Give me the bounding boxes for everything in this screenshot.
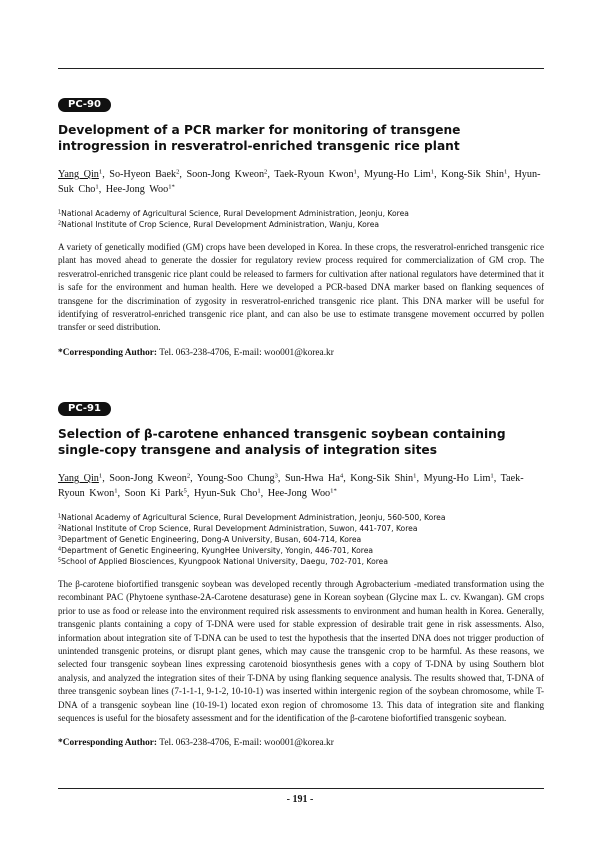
affiliation bbox=[58, 545, 544, 556]
affiliation-text: National Institute of Crop Science, Rural Development Administration, Suwon, 441-707, Korea bbox=[61, 524, 418, 533]
abstract-id-badge: PC-90 bbox=[58, 98, 111, 112]
corresponding-author bbox=[58, 347, 544, 360]
author-name: Yang Qin bbox=[58, 473, 99, 484]
author-affiliation-marker: 1 bbox=[95, 183, 99, 191]
author-name: Yang Qin bbox=[58, 169, 99, 180]
affiliation-marker: 2 bbox=[58, 524, 62, 531]
abstract-id-badge: PC-91 bbox=[58, 402, 111, 416]
author-affiliation-marker: 2 bbox=[264, 168, 268, 176]
author-affiliation-marker: 1 bbox=[430, 168, 435, 176]
affiliation-list bbox=[58, 208, 544, 230]
corresponding-author-label: *Corresponding Author: bbox=[58, 738, 158, 749]
author-name: Myung-Ho Lim bbox=[363, 169, 431, 180]
author-affiliation-marker: 5 bbox=[183, 487, 187, 495]
affiliation bbox=[58, 219, 544, 230]
author-affiliation-marker: 1 bbox=[114, 487, 118, 495]
affiliation-text: Department of Genetic Engineering, Dong-A University, Busan, 604-714, Korea bbox=[61, 535, 362, 544]
author-list: Yang Qin$^1$, So-Hyeon Baek$^2$, Soon-Jong Kweon$^2$, Taek-Ryoun Kwon$^1$, Myung-Ho Lim$^1$, Kong-Sik Shin$^1$, Hyun-Suk Cho$^1$, Hee-Jong Woo$^{1*}$ bbox=[58, 168, 541, 195]
affiliation-marker: 4 bbox=[58, 546, 62, 553]
abstract-body: A variety of genetically modified (GM) crops have been developed in Korea. In these crops, the resveratrol-enriched transgenic rice plant has moved ahead to generate the dossier for regulatory review process required for commercialization of GM crop. The resveratrol-enriched transgenic rice plant could be released to farmers for cultivation after national regulators have determined that it is safe for the environment and human health. Here we developed a PCR-based DNA marker based on flanking sequences of transgene for the discrimination of zygosity in resveratrol-enriched transgenic rice plant. This DNA marker will be useful for identifying of resveratrol-enriched transgenic rice plant, and can also be use to estimate transgene movement occurred by pollen transfer or seed distribution. bbox=[58, 242, 544, 333]
author-affiliation-marker: 1 bbox=[413, 472, 417, 480]
corresponding-author bbox=[58, 737, 544, 750]
author-name: Soon Ki Park bbox=[124, 488, 184, 499]
author-affiliation-marker: 1* bbox=[330, 487, 337, 495]
author-name: Taek-Ryoun Kwon bbox=[58, 473, 524, 499]
corresponding-author-contact: Tel. 063-238-4706, E-mail: woo001@korea.kr bbox=[159, 347, 334, 358]
author-affiliation-marker: 2 bbox=[176, 168, 180, 176]
abstract-title: Development of a PCR marker for monitoring of transgene introgression in resveratrol-enriched transgenic rice plant bbox=[58, 123, 461, 153]
affiliation-marker: 5 bbox=[58, 557, 62, 564]
author-affiliation-marker: 4 bbox=[339, 472, 344, 480]
author-affiliation-marker: 1* bbox=[168, 183, 175, 191]
author-name: Myung-Ho Lim bbox=[423, 473, 491, 484]
abstract-title: Selection of β-carotene enhanced transgenic soybean containing single-copy transgene and analysis of integration sites bbox=[58, 427, 506, 457]
author-name: Kong-Sik Shin bbox=[441, 169, 505, 180]
author-affiliation-marker: 1 bbox=[353, 168, 357, 176]
author-name: Sun-Hwa Ha bbox=[284, 473, 340, 484]
author-list: Yang Qin$^1$, Soon-Jong Kweon$^2$, Young-Soo Chung$^3$, Sun-Hwa Ha$^4$, Kong-Sik Shin$^1$, Myung-Ho Lim$^1$, Taek-Ryoun Kwon$^1$, Soon Ki Park$^5$, Hyun-Suk Cho$^1$, Hee-Jong Woo$^{1*}$ bbox=[58, 472, 524, 499]
author-affiliation-marker: 1 bbox=[257, 487, 261, 495]
author-name: Soon-Jong Kweon bbox=[109, 473, 187, 484]
affiliation-text: Department of Genetic Engineering, KyungHee University, Yongin, 446-701, Korea bbox=[61, 546, 374, 555]
page-number: - 191 - bbox=[286, 794, 314, 805]
affiliation bbox=[58, 512, 544, 523]
abstract-body: The β-carotene biofortified transgenic soybean was developed recently through Agrobacterium -mediated transformation using the recombinant PAC (Phytoene synthase-2A-Carotene desaturase) gene in Korean soybean (Glycine max L. cv. Kwangan). GM crops prior to use as food or release into the environment required risk assessments to environment and human health in Korea. Generally, transgenic plants containing a copy of T-DNA were used for stable expression of desirable trait gene in risk assessments. Also, information about integration site of T-DNA can be used to test the hypothesis that the inserted DNA does not trigger production of unintended transgenic proteins, or disrupt plant genes, which may cause the transgenic crop to be harmful. As these reasons, we selected four transgenic soybean lines expressing carotenoid biosynthesis genes with a copy of T-DNA by using Southern blot analysis, and analyzed the integration sites of their T-DNA by using flanking sequence analysis. The results showed that, T-DNA of three transgenic soybean lines (7-1-1-1, 9-1-2, 10-10-1) was inserted within intergenic region of the soybean chromosome, while T-DNA of a transgenic soybean line (10-19-1) located exon region of chromosome 13. This data of integration site and flanking sequences is useful for the biosafety assessment and for the identification of the β-carotene biofortified transgenic soybean. bbox=[58, 579, 544, 724]
author-affiliation-marker: 3 bbox=[274, 472, 278, 480]
author-name: Hyun-Suk Cho bbox=[58, 169, 541, 195]
author-affiliation-marker: 2 bbox=[186, 472, 191, 480]
corresponding-author-label: *Corresponding Author: bbox=[58, 347, 158, 358]
author-name: Hyun-Suk Cho bbox=[193, 488, 258, 499]
author-name: Taek-Ryoun Kwon bbox=[274, 169, 354, 180]
affiliation bbox=[58, 534, 544, 545]
affiliation bbox=[58, 523, 544, 534]
affiliation bbox=[58, 556, 544, 567]
abstract-section bbox=[58, 94, 544, 360]
author-affiliation-marker: 1 bbox=[98, 168, 103, 176]
author-name: Young-Soo Chung bbox=[196, 473, 275, 484]
author-name: Kong-Sik Shin bbox=[350, 473, 414, 484]
affiliation-text: National Institute of Crop Science, Rural Development Administration, Wanju, Korea bbox=[61, 220, 380, 229]
affiliation bbox=[58, 208, 544, 219]
affiliation-text: National Academy of Agricultural Science, Rural Development Administration, Jeonju, Korea bbox=[61, 209, 409, 218]
abstract-section bbox=[58, 398, 544, 750]
author-affiliation-marker: 1 bbox=[490, 472, 494, 480]
affiliation-marker: 2 bbox=[58, 220, 62, 227]
author-affiliation-marker: 1 bbox=[98, 472, 103, 480]
author-name: Hee-Jong Woo bbox=[267, 488, 331, 499]
affiliation-marker: 3 bbox=[58, 535, 62, 542]
affiliation-text: School of Applied Biosciences, Kyungpook National University, Daegu, 702-701, Korea bbox=[61, 557, 388, 566]
author-affiliation-marker: 1 bbox=[504, 168, 508, 176]
author-name: So-Hyeon Baek bbox=[109, 169, 177, 180]
corresponding-author-contact: Tel. 063-238-4706, E-mail: woo001@korea.kr bbox=[159, 738, 334, 749]
affiliation-text: National Academy of Agricultural Science, Rural Development Administration, Jeonju, 560-500, Korea bbox=[61, 513, 446, 522]
affiliation-marker: 1 bbox=[58, 513, 62, 520]
author-name: Soon-Jong Kweon bbox=[186, 169, 265, 180]
affiliation-list bbox=[58, 512, 544, 567]
author-name: Hee-Jong Woo bbox=[105, 184, 169, 195]
top-rule bbox=[58, 68, 544, 69]
bottom-rule bbox=[58, 788, 544, 789]
affiliation-marker: 1 bbox=[58, 209, 62, 216]
